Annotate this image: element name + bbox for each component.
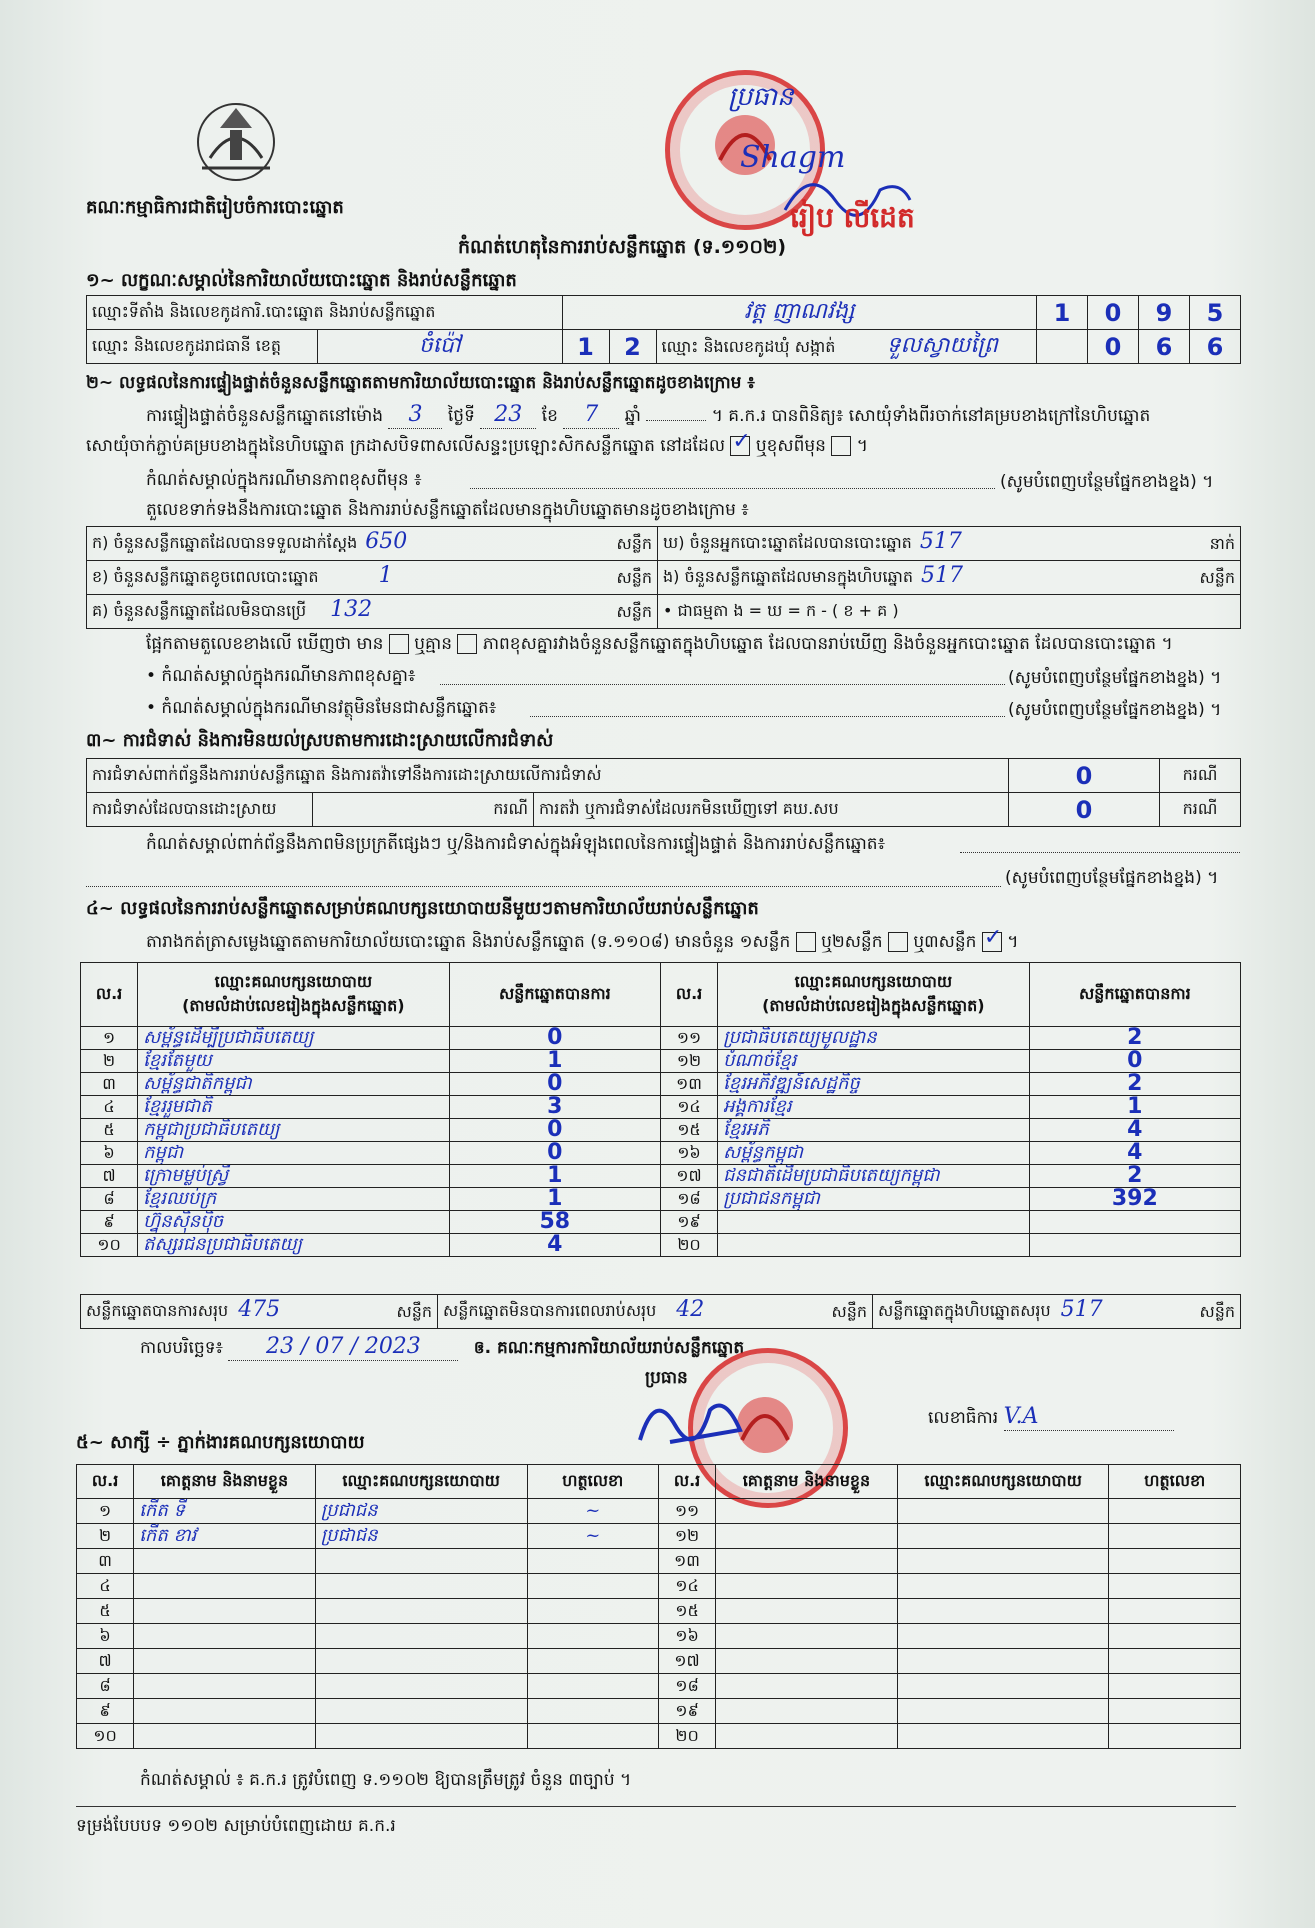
col-no: ល.រ <box>658 1465 715 1499</box>
unchanged-checkbox[interactable]: ✓ <box>732 429 751 454</box>
received-label: ក) ចំនួនសន្លឹកឆ្នោតដែលបានទទួលដាក់ស្តែង <box>92 532 358 552</box>
party-votes: 1 <box>1127 1095 1143 1119</box>
witness-row <box>77 1724 1241 1749</box>
party-votes: 2 <box>1127 1072 1143 1096</box>
party-votes: 3 <box>547 1095 563 1119</box>
witness-no: ១២ <box>674 1526 700 1545</box>
red-name-mark: រៀប លីដេត <box>790 201 915 234</box>
in-box-value: 517 <box>921 562 963 588</box>
party-no: ៦ <box>103 1143 115 1162</box>
secretary-label: លេខាធិការ <box>928 1408 999 1428</box>
commune-code-digit: 6 <box>1206 332 1224 361</box>
party-row <box>81 1027 1241 1050</box>
party-no: ៣ <box>102 1074 116 1093</box>
unit-label: សន្លឹក <box>831 1301 867 1321</box>
witness-no: ២ <box>99 1526 112 1545</box>
commune-code-digit: 0 <box>1104 332 1122 361</box>
section4-title: ៤~ លទ្ធផលនៃការរាប់សន្លឹកឆ្នោតសម្រាប់គណបក្សនយោបាយនីមួយៗតាមការិយាល័យរាប់សន្លឹកឆ្នោត <box>86 898 759 919</box>
party-no: ៧ <box>102 1166 116 1185</box>
figures-table <box>86 526 1241 629</box>
changed-label: ឬខុសពីមុន <box>755 436 826 456</box>
province-value: ចំប៉ៅ <box>418 332 461 358</box>
col-signature: ហត្ថលេខា <box>527 1465 658 1499</box>
unused-value: 132 <box>330 596 373 622</box>
witness-no: ១៥ <box>675 1601 699 1620</box>
no-discrepancy-checkbox[interactable] <box>457 634 477 654</box>
witness-no: ៨ <box>99 1676 111 1695</box>
form-footer: ទម្រង់បែបបទ ១១០២ សម្រាប់បំពេញដោយ គ.ក.រ <box>76 1816 396 1836</box>
date-value: 23 / 07 / 2023 <box>228 1334 458 1361</box>
discrepancy-none-label: ឬគ្មាន <box>414 634 453 654</box>
party-votes: 0 <box>547 1072 563 1096</box>
witness-no: ១ <box>99 1501 112 1520</box>
difference-note-field[interactable] <box>440 684 1005 685</box>
party-votes: 392 <box>1111 1187 1158 1211</box>
fill-hint: (សូមបំពេញបន្ថែមផ្នែកខាងខ្នង) ។ <box>1008 668 1222 688</box>
fill-hint: (សូមបំពេញបន្ថែមផ្នែកខាងខ្នង) ។ <box>1005 868 1219 888</box>
party-votes: 1 <box>547 1164 563 1188</box>
diff-note-field[interactable] <box>470 488 995 489</box>
col-party: ឈ្មោះគណបក្សនយោបាយ <box>315 1465 527 1499</box>
valid-total-label: សន្លឹកឆ្នោតបានការសរុប <box>86 1300 229 1320</box>
nec-emblem-icon <box>190 98 282 184</box>
site-label: ឈ្មោះទីតាំង និងលេខកូដការិ.បោះឆ្នោត និងរាប់សន្លឹកឆ្នោត <box>87 296 563 330</box>
commune-label: ឈ្មោះ និងលេខកូដឃុំ សង្កាត់ <box>661 336 836 356</box>
voters-value: 517 <box>919 528 962 554</box>
site-code-digit: 9 <box>1155 298 1173 327</box>
party-name: ជនជាតិដើមប្រជាធិបតេយ្យកម្ពុជា <box>723 1165 940 1186</box>
col-no: ល.រ <box>77 1465 134 1499</box>
section3-title: ៣~ ការជំទាស់ និងការមិនយល់ស្របតាមការដោះស្រាយលើការជំទាស់ <box>86 730 554 751</box>
witness-signature: ~ <box>585 1500 601 1521</box>
unit-label: សន្លឹក <box>616 533 652 553</box>
section1-table <box>86 295 1241 364</box>
period: ។ <box>1007 932 1019 952</box>
witness-row <box>77 1674 1241 1699</box>
col-name: គោត្តនាម និងនាមខ្លួន <box>716 1465 898 1499</box>
section2-title: ២~ លទ្ធផលនៃការផ្ទៀងផ្ទាត់ចំនួនសន្លឹកឆ្នោតតាមការិយាល័យបោះឆ្នោត និងរាប់សន្លឹកឆ្នោតដូចខាងក្រោម ៖ <box>86 373 755 393</box>
party-votes: 0 <box>547 1141 563 1165</box>
verify-year-label: ឆ្នាំ <box>624 406 641 426</box>
objections-table <box>86 758 1241 827</box>
foreign-object-note-field[interactable] <box>530 716 1005 717</box>
sheet-count-line <box>146 925 1019 952</box>
secretary-signature: V.A <box>1004 1404 1174 1431</box>
party-name: កម្ពុជាប្រជាធិបតេយ្យ <box>143 1119 280 1140</box>
party-votes: 1 <box>547 1049 563 1073</box>
party-name: ខ្មែរអភិវឌ្ឍន៍សេដ្ឋកិច្ច <box>723 1073 860 1094</box>
appeal-count: 0 <box>1075 795 1093 824</box>
spoiled-value: 1 <box>378 562 393 588</box>
party-votes-table <box>80 962 1241 1257</box>
party-votes: 4 <box>1127 1118 1143 1142</box>
province-code-digit: 1 <box>577 332 594 361</box>
witness-no: ៤ <box>99 1576 111 1595</box>
diff-note-label: កំណត់សម្គាល់ក្នុងករណីមានភាពខុសពីមុន ៖ <box>146 470 422 490</box>
party-name: ខ្មែរអភិ <box>723 1119 769 1140</box>
witness-row <box>77 1649 1241 1674</box>
col-name: គោត្តនាម និងនាមខ្លួន <box>134 1465 316 1499</box>
col-party-sub: (តាមលំដាប់លេខរៀងក្នុងសន្លឹកឆ្នោត) <box>762 995 985 1015</box>
verify-day: 23 <box>480 402 536 429</box>
witness-table <box>76 1464 1241 1749</box>
appeal-label: ការតវ៉ា ឬការជំទាស់ដែលរកមិនឃើញទៅ គឃ.សប <box>534 793 1009 827</box>
witness-no: ១៨ <box>675 1676 699 1695</box>
party-name: សម្ព័ន្ធជាតិកម្ពុជា <box>143 1073 252 1094</box>
site-name-value: វត្ត ញាណវង្ស <box>744 298 855 324</box>
witness-row <box>77 1549 1241 1574</box>
unit-label: ករណី <box>493 798 528 818</box>
col-no: ល.រ <box>660 963 717 1027</box>
difference-note-label: • កំណត់សម្គាល់ក្នុងករណីមានភាពខុសគ្នា៖ <box>146 666 416 686</box>
col-no: ល.រ <box>81 963 138 1027</box>
witness-row <box>77 1574 1241 1599</box>
party-votes: 4 <box>1127 1141 1143 1165</box>
section1-title: ១~ លក្ខណៈសម្គាល់នៃការិយាល័យបោះឆ្នោត និងរាប់សន្លឹកឆ្នោត <box>86 270 517 291</box>
col-party: ឈ្មោះគណបក្សនយោបាយ <box>214 971 373 991</box>
witness-no: ១៣ <box>674 1551 700 1570</box>
party-name: អង្គការខ្មែរ <box>723 1096 792 1117</box>
site-code-digit: 5 <box>1206 298 1224 327</box>
box-total-label: សន្លឹកឆ្នោតក្នុងហិបឆ្នោតសរុប <box>878 1300 1051 1320</box>
objection-count: 0 <box>1075 761 1093 790</box>
unused-label: គ) ចំនួនសន្លឹកឆ្នោតដែលមិនបានប្រើ <box>92 600 307 620</box>
resolved-label: ការជំទាស់ដែលបានដោះស្រាយ <box>87 793 313 827</box>
witness-row <box>77 1624 1241 1649</box>
witness-no: ៧ <box>98 1651 112 1670</box>
chair-label: ប្រធាន <box>645 1368 688 1388</box>
sheet-count-label: តារាងកត់ត្រាសម្លេងឆ្នោតតាមការិយាល័យបោះឆ្នោត និងរាប់សន្លឹកឆ្នោត (ទ.១១០៨) មានចំនួន ១សន្លឹក <box>146 932 791 952</box>
party-name: ខ្មែរឈប់ក្រ <box>143 1188 217 1209</box>
party-no: ១៨ <box>677 1189 701 1208</box>
party-name: ឥស្សរជនប្រជាធិបតេយ្យ <box>143 1234 302 1255</box>
verify-day-label: ថ្ងៃទី <box>447 406 475 426</box>
formula-text: • ជាធម្មតា ង = ឃ = ក - ( ខ + គ ) <box>663 600 899 620</box>
witness-name: កើត ខាវ <box>139 1525 197 1546</box>
footnote: កំណត់សម្គាល់ ៖ គ.ក.រ ត្រូវបំពេញ ទ.១១០២ ឱ្យបានត្រឹមត្រូវ ចំនួន ៣ច្បាប់ ។ <box>140 1770 632 1790</box>
party-row <box>81 1234 1241 1257</box>
party-votes: 2 <box>1127 1164 1143 1188</box>
discrepancy-statement: ភាពខុសគ្នារវាងចំនួនសន្លឹកឆ្នោតក្នុងហិបឆ្នោត ដែលបានរាប់ឃើញ និងចំនួនអ្នកបោះឆ្នោត ដែលបានបោះឆ្នោត ។ <box>482 634 1173 654</box>
seal-statement: សោយុំចាក់ភ្ជាប់គម្របខាងក្នុងនៃហិបឆ្នោត ក្រដាសបិទពាសលើសន្ទះប្រឡោះសិកសន្លឹកឆ្នោត នៅដដែល <box>86 436 726 456</box>
party-row <box>81 1050 1241 1073</box>
party-name: ហ្វ៊ុនស៊ិនប៉ិច <box>143 1211 224 1232</box>
changed-checkbox[interactable] <box>831 436 851 456</box>
invalid-total-value: 42 <box>676 1296 705 1322</box>
witness-row <box>77 1499 1241 1524</box>
witness-row <box>77 1599 1241 1624</box>
witness-no: ១៧ <box>674 1651 700 1670</box>
footer-divider <box>76 1806 1236 1807</box>
party-name: សម្ព័ន្ធដើម្បីប្រជាធិបតេយ្យ <box>143 1027 314 1048</box>
party-name: ខ្មែររួមជាតិ <box>143 1096 212 1117</box>
form-title: កំណត់ហេតុនៃការរាប់សន្លឹកឆ្នោត (ទ.១១០២) <box>458 236 787 258</box>
two-sheet-checkbox[interactable] <box>888 932 908 952</box>
date-line <box>140 1334 744 1361</box>
col-votes: សន្លឹកឆ្នោតបានការ <box>449 963 660 1027</box>
witness-row <box>77 1699 1241 1724</box>
party-no: ២ <box>102 1051 116 1070</box>
witness-no: ៦ <box>99 1626 111 1645</box>
party-no: ១៩ <box>677 1212 701 1231</box>
one-sheet-checkbox[interactable] <box>796 932 816 952</box>
witness-party: ប្រជាជន <box>320 1500 378 1521</box>
party-row <box>81 1211 1241 1234</box>
party-votes: 0 <box>547 1026 563 1050</box>
province-code-digit: 2 <box>624 332 641 361</box>
party-name: ប្រជាធិបតេយ្យមូលដ្ឋាន <box>723 1027 877 1048</box>
period: ។ <box>856 436 869 456</box>
unit-label: នាក់ <box>1209 533 1235 553</box>
party-row <box>81 1142 1241 1165</box>
invalid-total-label: សន្លឹកឆ្នោតមិនបានការពេលរាប់សរុប <box>443 1300 657 1320</box>
col-party-sub: (តាមលំដាប់លេខរៀងក្នុងសន្លឹកឆ្នោត) <box>182 995 405 1015</box>
seal-line <box>86 429 869 456</box>
received-value: 650 <box>365 528 408 554</box>
irregularity-note-field[interactable] <box>960 852 1240 853</box>
totals-table <box>80 1294 1241 1329</box>
fill-hint: (សូមបំពេញបន្ថែមផ្នែកខាងខ្នង) ។ <box>1000 472 1214 492</box>
discrepancy-line <box>146 634 1173 654</box>
col-party: ឈ្មោះគណបក្សនយោបាយ <box>897 1465 1109 1499</box>
party-no: ៥ <box>103 1120 115 1139</box>
witness-no: ៩ <box>99 1701 111 1720</box>
party-votes: 1 <box>547 1187 563 1211</box>
witness-name: កើត ទី <box>139 1500 185 1521</box>
figures-intro: តួលេខទាក់ទងនឹងការបោះឆ្នោត និងការរាប់សន្លឹកឆ្នោតដែលមានក្នុងហិបឆ្នោតមានដូចខាងក្រោម ៖ <box>146 500 749 520</box>
commune-code-digit: 6 <box>1155 332 1173 361</box>
party-no: ១២ <box>676 1051 702 1070</box>
party-no: ១៦ <box>677 1143 701 1162</box>
objection-row-label: ការជំទាស់ពាក់ព័ន្ធនឹងការរាប់សន្លឹកឆ្នោត និងការតវ៉ាទៅនឹងការដោះស្រាយលើការជំទាស់ <box>87 759 1009 793</box>
verify-statement: ។ គ.ក.រ បានពិនិត្យ៖ សោយុំទាំងពីរចាក់នៅគម្របខាងក្រៅនៃហិបឆ្នោត <box>711 406 1151 426</box>
irregularity-note-label: កំណត់សម្គាល់ពាក់ព័ន្ធនឹងភាពមិនប្រក្រតីផ្សេងៗ ឬ/និងការជំទាស់ក្នុងអំឡុងពេលនៃការផ្ទៀងផ្ទាត់ និងការរាប់សន្លឹកឆ្នោត៖ <box>146 834 886 854</box>
party-no: ១៧ <box>676 1166 702 1185</box>
unit-label: ករណី <box>1160 793 1241 827</box>
witness-no: ១៦ <box>675 1626 699 1645</box>
party-name: សម្ព័ន្ធកម្ពុជា <box>723 1142 804 1163</box>
party-votes: 0 <box>547 1118 563 1142</box>
chair-signature-icon <box>630 1380 760 1460</box>
discrepancy-has-label: ផ្អែកតាមតួលេខខាងលើ ឃើញថា មាន <box>146 634 384 654</box>
verify-hour: 3 <box>388 402 442 429</box>
box-total-value: 517 <box>1060 1296 1103 1322</box>
party-no: ៩ <box>103 1212 115 1231</box>
org-name: គណៈកម្មាធិការជាតិរៀបចំការបោះឆ្នោត <box>86 197 344 218</box>
three-sheet-checkbox[interactable]: ✓ <box>983 925 1003 950</box>
party-row <box>81 1188 1241 1211</box>
party-votes: 0 <box>1127 1049 1143 1073</box>
witness-no: ២០ <box>675 1726 699 1745</box>
party-name: ខ្មែរតែមួយ <box>143 1050 212 1071</box>
foreign-object-note-label: • កំណត់សម្គាល់ក្នុងករណីមានវត្ថុមិនមែនជាសន្លឹកឆ្នោត៖ <box>146 698 497 718</box>
witness-no: ១០ <box>93 1726 117 1745</box>
fill-hint: (សូមបំពេញបន្ថែមផ្នែកខាងខ្នង) ។ <box>1008 700 1222 720</box>
party-row <box>81 1096 1241 1119</box>
witness-no: ៥ <box>99 1601 111 1620</box>
site-code-digit: 0 <box>1104 298 1122 327</box>
unit-label: សន្លឹក <box>616 601 652 621</box>
witness-no: ១៤ <box>675 1576 699 1595</box>
unit-label: សន្លឹក <box>1199 1301 1235 1321</box>
verify-month: 7 <box>563 402 619 429</box>
party-no: ៨ <box>103 1189 115 1208</box>
party-no: ៤ <box>103 1097 115 1116</box>
in-box-label: ង) ចំនួនសន្លឹកឆ្នោតដែលមានក្នុងហិបឆ្នោត <box>663 566 913 586</box>
witness-row <box>77 1524 1241 1549</box>
party-no: ១៥ <box>677 1120 701 1139</box>
secretary-line <box>928 1404 1174 1431</box>
verify-line <box>146 402 1150 429</box>
commune-value: ទួលស្វាយព្រៃ <box>886 332 998 358</box>
party-row <box>81 1119 1241 1142</box>
col-votes: សន្លឹកឆ្នោតបានការ <box>1029 963 1240 1027</box>
col-party: ឈ្មោះគណបក្សនយោបាយ <box>794 971 953 991</box>
party-no: ១៤ <box>677 1097 701 1116</box>
party-no: ១ <box>102 1028 116 1047</box>
witness-no: ១៩ <box>675 1701 699 1720</box>
party-name: ប្រជាជនកម្ពុជា <box>723 1188 820 1209</box>
party-name: ក្រោមម្លប់ស្វ្រី <box>143 1165 229 1186</box>
party-votes: 4 <box>547 1233 563 1257</box>
witness-no: ១១ <box>674 1501 700 1520</box>
handwritten-chair-word: ប្រធាន <box>728 82 794 112</box>
party-no: ២០ <box>677 1235 701 1254</box>
witness-no: ៣ <box>98 1551 112 1570</box>
witness-signature: ~ <box>585 1525 601 1546</box>
party-name: បំណាច់ខ្មែរ <box>723 1050 797 1071</box>
voters-label: ឃ) ចំនួនអ្នកបោះឆ្នោតដែលបានបោះឆ្នោត <box>663 532 912 552</box>
party-no: ១១ <box>676 1028 702 1047</box>
party-no: ១៣ <box>676 1074 702 1093</box>
unit-label: ករណី <box>1160 759 1241 793</box>
valid-total-value: 475 <box>238 1296 281 1322</box>
irregularity-note-field-2[interactable] <box>86 886 1001 887</box>
unit-label: សន្លឹក <box>1199 567 1235 587</box>
unit-label: សន្លឹក <box>396 1301 432 1321</box>
province-label: ឈ្មោះ និងលេខកូដរាជធានី ខេត្ត <box>87 330 318 364</box>
verify-time-label: ការផ្ទៀងផ្ទាត់ចំនួនសន្លឹកឆ្នោតនៅម៉ោង <box>146 406 384 426</box>
unit-label: សន្លឹក <box>616 567 652 587</box>
date-label: កាលបរិច្ឆេទ៖ <box>140 1338 224 1358</box>
three-sheet-label: ឬ៣សន្លឹក <box>913 932 977 952</box>
witness-party: ប្រជាជន <box>320 1525 378 1546</box>
section5-title: ៥~ សាក្សី ÷ ភ្នាក់ងារគណបក្សនយោបាយ <box>76 1432 365 1453</box>
col-signature: ហត្ថលេខា <box>1109 1465 1241 1499</box>
handwritten-signature-top: Shagm <box>740 140 846 175</box>
party-row <box>81 1073 1241 1096</box>
spoiled-label: ខ) ចំនួនសន្លឹកឆ្នោតខូចពេលបោះឆ្នោត <box>92 566 319 586</box>
party-no: ១០ <box>97 1235 121 1254</box>
party-name: កម្ពុជា <box>143 1142 184 1163</box>
site-code-digit: 1 <box>1053 298 1071 327</box>
party-row <box>81 1165 1241 1188</box>
verify-month-label: ខែ <box>541 406 558 426</box>
party-votes: 2 <box>1127 1026 1143 1050</box>
committee-label: ឲ. គណៈកម្មការការិយាល័យរាប់សន្លឹកឆ្នោត <box>473 1338 745 1358</box>
two-sheet-label: ឬ២សន្លឹក <box>821 932 883 952</box>
party-votes: 58 <box>539 1210 571 1234</box>
has-discrepancy-checkbox[interactable] <box>389 634 409 654</box>
